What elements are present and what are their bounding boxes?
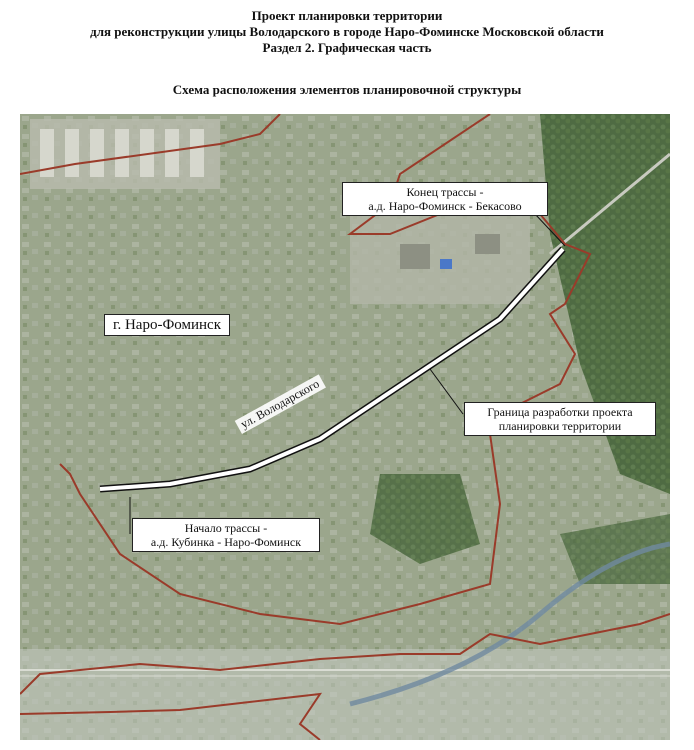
header-title-line3: Раздел 2. Графическая часть <box>262 40 432 55</box>
document-header <box>0 8 694 56</box>
route-start-label <box>132 518 320 552</box>
header-title-line1: Проект планировки территории <box>251 8 443 23</box>
boundary-label <box>464 402 656 436</box>
route-start-line1: Начало трассы - <box>184 521 268 535</box>
planning-map <box>20 114 670 740</box>
city-label: г. Наро-Фоминск <box>104 314 230 336</box>
route-end-line1: Конец трассы - <box>406 185 484 199</box>
boundary-label-line1: Граница разработки проекта <box>487 405 633 419</box>
route-end-label <box>342 182 548 216</box>
boundary-label-line2: планировки территории <box>498 419 622 433</box>
street-label: ул. Володарского <box>235 375 326 434</box>
header-title-line2: для реконструкции улицы Володарского в городе Наро-Фоминске Московской области <box>90 24 604 39</box>
railway-area <box>20 649 670 740</box>
map-subtitle: Схема расположения элементов планировочной структуры <box>172 82 522 97</box>
route-start-line2: а.д. Кубинка - Наро-Фоминск <box>150 535 302 549</box>
route-end-line2: а.д. Наро-Фоминск - Бекасово <box>368 199 522 213</box>
